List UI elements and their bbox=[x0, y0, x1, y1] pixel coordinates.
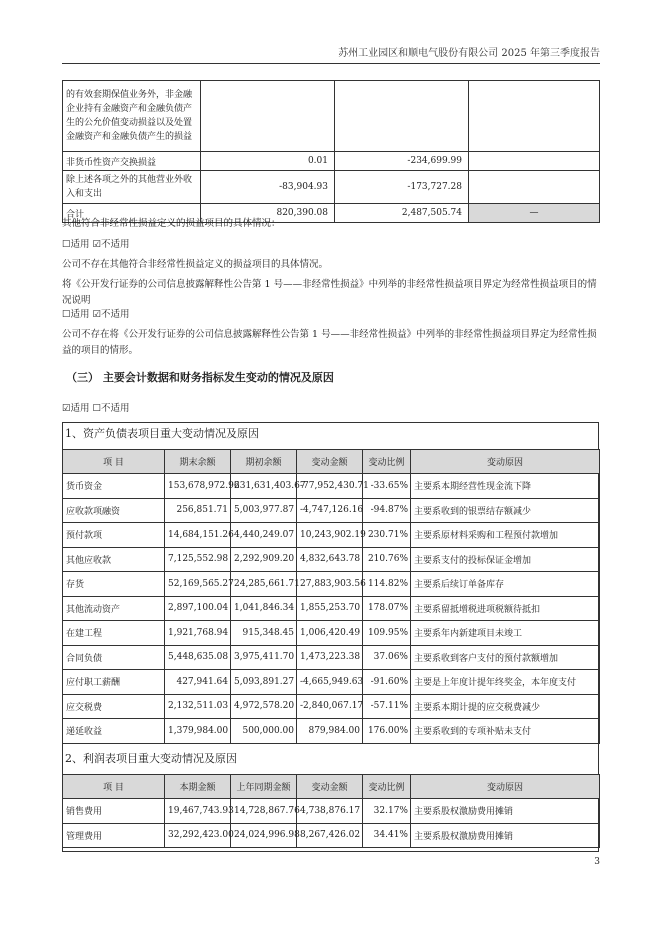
table-row bbox=[63, 596, 600, 621]
change-ratio: -33.65% bbox=[363, 474, 411, 499]
change-ratio: 32.17% bbox=[363, 799, 411, 824]
end-balance: 427,941.64 bbox=[165, 670, 231, 695]
col-header: 上年同期金额 bbox=[231, 775, 297, 799]
table-row bbox=[63, 694, 600, 719]
end-balance: 2,132,511.03 bbox=[165, 694, 231, 719]
begin-balance: 24,024,996.98 bbox=[231, 823, 297, 848]
income-statement-title: 2、利润表项目重大变动情况及原因 bbox=[65, 752, 237, 765]
change-reason: 主要系本期计提的应交税费减少 bbox=[411, 694, 600, 719]
balance-sheet-title: 1、资产负债表项目重大变动情况及原因 bbox=[65, 427, 259, 440]
begin-balance: 1,041,846.34 bbox=[231, 596, 297, 621]
change-amount: 8,267,426.02 bbox=[297, 823, 363, 848]
change-reason: 主要是上年度计提年终奖金，本年度支付 bbox=[411, 670, 600, 695]
item-name: 应交税费 bbox=[63, 694, 165, 719]
change-ratio: 178.07% bbox=[363, 596, 411, 621]
table-row bbox=[63, 823, 600, 848]
table-row bbox=[63, 799, 600, 824]
paragraph-other-items: 其他符合非经常性损益定义的损益项目的具体情况： bbox=[62, 218, 281, 229]
change-ratio: 114.82% bbox=[363, 572, 411, 597]
change-ratio: -57.11% bbox=[363, 694, 411, 719]
col-header: 变动比例 bbox=[363, 450, 411, 474]
change-reason: 主要系股权激励费用摊销 bbox=[411, 823, 600, 848]
table-row bbox=[63, 572, 600, 597]
item-name: 预付款项 bbox=[63, 523, 165, 548]
applicable-checkbox-1: ☐适用 ☑不适用 bbox=[62, 239, 130, 250]
table-row bbox=[63, 645, 600, 670]
change-amount: -77,952,430.71 bbox=[297, 474, 363, 499]
table-header-row bbox=[63, 450, 600, 474]
col-header: 变动原因 bbox=[411, 450, 600, 474]
end-balance: 1,921,768.94 bbox=[165, 621, 231, 646]
change-ratio: 109.95% bbox=[363, 621, 411, 646]
item-name: 管理费用 bbox=[63, 823, 165, 848]
change-ratio: -94.87% bbox=[363, 498, 411, 523]
change-amount: 4,832,643.78 bbox=[297, 547, 363, 572]
item-name: 销售费用 bbox=[63, 799, 165, 824]
change-reason: 主要系收到的银票结存额减少 bbox=[411, 498, 600, 523]
begin-balance: 2,292,909.20 bbox=[231, 547, 297, 572]
end-balance: 5,448,635.08 bbox=[165, 645, 231, 670]
end-balance: 14,684,151.26 bbox=[165, 523, 231, 548]
current-value: 0.01 bbox=[201, 152, 335, 171]
table-row bbox=[63, 523, 600, 548]
col-header: 期末余额 bbox=[165, 450, 231, 474]
begin-balance: 4,972,578.20 bbox=[231, 694, 297, 719]
change-reason: 主要系原材料采购和工程预付款增加 bbox=[411, 523, 600, 548]
change-ratio: 230.71% bbox=[363, 523, 411, 548]
table-row bbox=[63, 670, 600, 695]
change-reason: 主要系留抵增税进项税额待抵扣 bbox=[411, 596, 600, 621]
applicable-checkbox-2: ☐适用 ☑不适用 bbox=[62, 309, 130, 320]
table-header-row bbox=[63, 775, 600, 799]
row-label: 的有效套期保值业务外，非金融企业持有金融资产和金融负债产生的公允价值变动损益以及处置金融资产和金融负债产生的损益 bbox=[63, 81, 201, 152]
non-recurring-gains-table bbox=[62, 80, 600, 223]
item-name: 应收款项融资 bbox=[63, 498, 165, 523]
item-name: 其他应收款 bbox=[63, 547, 165, 572]
change-amount: 879,984.00 bbox=[297, 719, 363, 744]
change-reason: 主要系本期经营性现金流下降 bbox=[411, 474, 600, 499]
begin-balance: 915,348.45 bbox=[231, 621, 297, 646]
end-balance: 153,678,972.96 bbox=[165, 474, 231, 499]
item-name: 应付职工薪酬 bbox=[63, 670, 165, 695]
change-amount: 10,243,902.19 bbox=[297, 523, 363, 548]
begin-balance: 5,003,977.87 bbox=[231, 498, 297, 523]
table-row bbox=[63, 547, 600, 572]
table-row bbox=[63, 621, 600, 646]
page-number: 3 bbox=[594, 857, 600, 867]
balance-sheet-table bbox=[62, 449, 600, 744]
applicable-checkbox-3: ☑适用 ☐不适用 bbox=[62, 403, 130, 414]
changes-box bbox=[62, 422, 599, 852]
change-ratio: 37.06% bbox=[363, 645, 411, 670]
end-balance: 52,169,565.27 bbox=[165, 572, 231, 597]
income-statement-table bbox=[62, 774, 600, 848]
end-balance: 7,125,552.98 bbox=[165, 547, 231, 572]
table-row bbox=[63, 152, 600, 171]
paragraph-reclassification: 将《公开发行证券的公司信息披露解释性公告第 1 号——非经常性损益》中列举的非经常性损益项目界定为经常性损益项目的情况说明 bbox=[62, 279, 597, 306]
end-balance: 2,897,100.04 bbox=[165, 596, 231, 621]
col-header: 变动金额 bbox=[297, 450, 363, 474]
table-row bbox=[63, 498, 600, 523]
section-title: （三） 主要会计数据和财务指标发生变动的情况及原因 bbox=[66, 371, 334, 384]
paragraph-no-other-items: 公司不存在其他符合非经常性损益定义的损益项目的具体情况。 bbox=[62, 259, 329, 270]
begin-balance: 5,093,891.27 bbox=[231, 670, 297, 695]
change-ratio: 176.00% bbox=[363, 719, 411, 744]
item-name: 其他流动资产 bbox=[63, 596, 165, 621]
ytd-value: -173,727.28 bbox=[335, 171, 469, 204]
change-ratio: -91.60% bbox=[363, 670, 411, 695]
change-amount: 4,738,876.17 bbox=[297, 799, 363, 824]
current-value: 820,390.08 bbox=[201, 204, 335, 223]
change-reason: 主要系收到的专项补贴未支付 bbox=[411, 719, 600, 744]
col-header: 项 目 bbox=[63, 775, 165, 799]
change-reason: 主要系后续订单备库存 bbox=[411, 572, 600, 597]
row-label: 合计 bbox=[63, 204, 201, 223]
item-name: 递延收益 bbox=[63, 719, 165, 744]
end-balance: 32,292,423.00 bbox=[165, 823, 231, 848]
item-name: 存货 bbox=[63, 572, 165, 597]
change-reason: 主要系支付的投标保证金增加 bbox=[411, 547, 600, 572]
change-amount: 1,006,420.49 bbox=[297, 621, 363, 646]
col-header: 变动比例 bbox=[363, 775, 411, 799]
begin-balance: 231,631,403.67 bbox=[231, 474, 297, 499]
begin-balance: 24,285,661.71 bbox=[231, 572, 297, 597]
begin-balance: 14,728,867.76 bbox=[231, 799, 297, 824]
change-ratio: 34.41% bbox=[363, 823, 411, 848]
item-name: 在建工程 bbox=[63, 621, 165, 646]
end-balance: 1,379,984.00 bbox=[165, 719, 231, 744]
col-header: 变动金额 bbox=[297, 775, 363, 799]
end-balance: 19,467,743.93 bbox=[165, 799, 231, 824]
end-balance: 256,851.71 bbox=[165, 498, 231, 523]
change-reason: 主要系股权激励费用摊销 bbox=[411, 799, 600, 824]
change-reason: 主要系收到客户支付的预付款额增加 bbox=[411, 645, 600, 670]
change-amount: 1,855,253.70 bbox=[297, 596, 363, 621]
col-header: 期初余额 bbox=[231, 450, 297, 474]
change-amount: -2,840,067.17 bbox=[297, 694, 363, 719]
item-name: 合同负债 bbox=[63, 645, 165, 670]
item-name: 货币资金 bbox=[63, 474, 165, 499]
ytd-value: 2,487,505.74 bbox=[335, 204, 469, 223]
header-divider bbox=[62, 63, 600, 64]
table-row bbox=[63, 171, 600, 204]
col-header: 变动原因 bbox=[411, 775, 600, 799]
row-label: 除上述各项之外的其他营业外收入和支出 bbox=[63, 171, 201, 204]
current-value: -83,904.93 bbox=[201, 171, 335, 204]
change-amount: -4,665,949.63 bbox=[297, 670, 363, 695]
table-row bbox=[63, 474, 600, 499]
note-value: — bbox=[469, 204, 600, 223]
table-row bbox=[63, 81, 600, 152]
change-amount: 1,473,223.38 bbox=[297, 645, 363, 670]
begin-balance: 4,440,249.07 bbox=[231, 523, 297, 548]
change-amount: 27,883,903.56 bbox=[297, 572, 363, 597]
row-label: 非货币性资产交换损益 bbox=[63, 152, 201, 171]
change-reason: 主要系年内新建项目未竣工 bbox=[411, 621, 600, 646]
begin-balance: 3,975,411.70 bbox=[231, 645, 297, 670]
col-header: 本期金额 bbox=[165, 775, 231, 799]
col-header: 项 目 bbox=[63, 450, 165, 474]
change-amount: -4,747,126.16 bbox=[297, 498, 363, 523]
begin-balance: 500,000.00 bbox=[231, 719, 297, 744]
report-header-title: 苏州工业园区和顺电气股份有限公司 2025 年第三季度报告 bbox=[338, 48, 600, 59]
table-row bbox=[63, 719, 600, 744]
paragraph-no-reclassification: 公司不存在将《公开发行证券的公司信息披露解释性公告第 1 号——非经常性损益》中列举的非经常性损益项目界定为经常性损益的项目的情形。 bbox=[62, 329, 597, 356]
change-ratio: 210.76% bbox=[363, 547, 411, 572]
ytd-value: -234,699.99 bbox=[335, 152, 469, 171]
